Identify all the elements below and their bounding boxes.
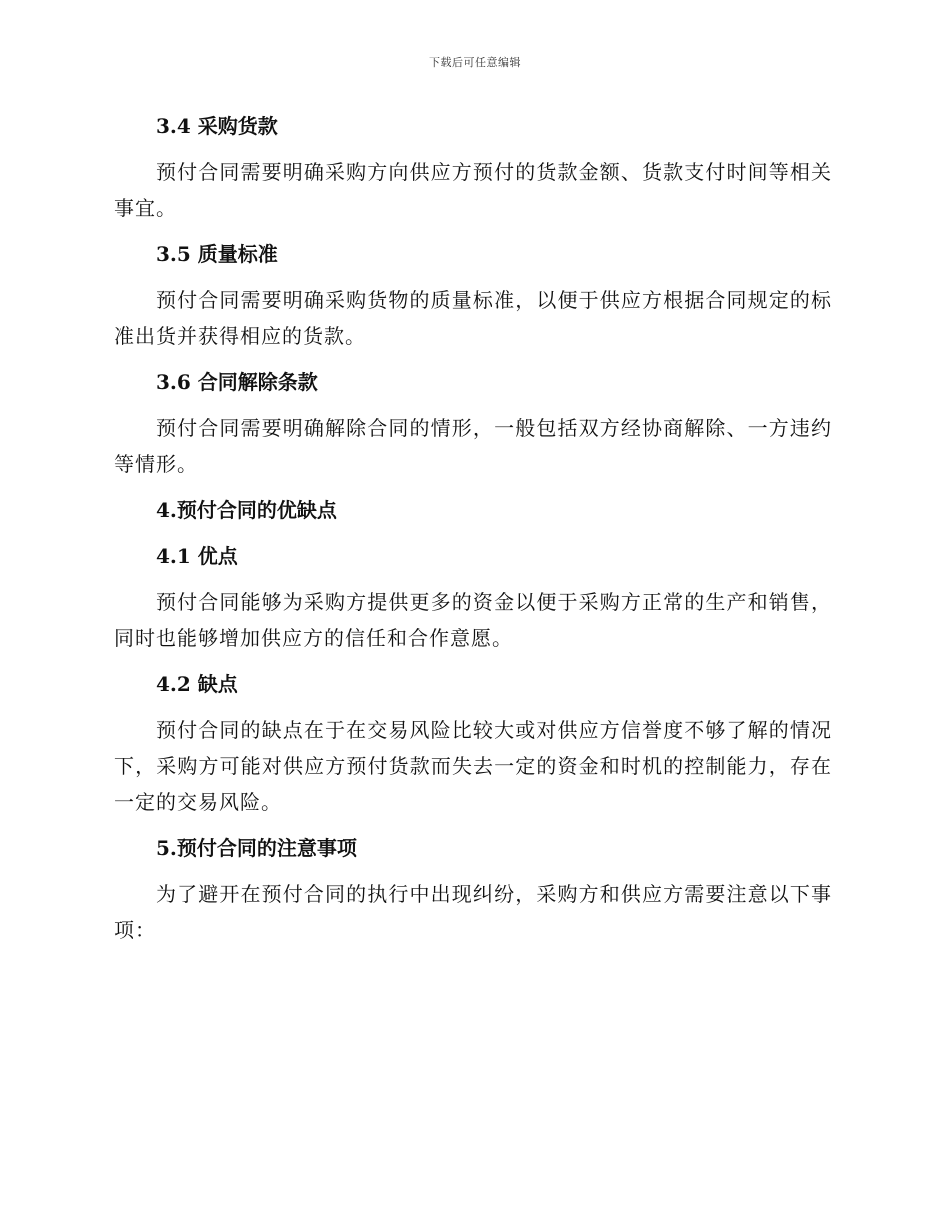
- section-heading-4-1: 4.1 优点: [156, 544, 238, 568]
- section-heading-3-6: 3.6 合同解除条款: [156, 370, 318, 394]
- section-heading-4-2: 4.2 缺点: [156, 672, 238, 696]
- section-paragraph-5: 为了避开在预付合同的执行中出现纠纷，采购方和供应方需要注意以下事项：: [114, 882, 832, 942]
- section-paragraph-3-5: 预付合同需要明确采购货物的质量标准，以便于供应方根据合同规定的标准出货并获得相应的货款。: [114, 288, 832, 348]
- section-paragraph-3-4: 预付合同需要明确采购方向供应方预付的货款金额、货款支付时间等相关事宜。: [114, 160, 832, 220]
- section-paragraph-4-2: 预付合同的缺点在于在交易风险比较大或对供应方信誉度不够了解的情况下，采购方可能对供应方预付货款而失去一定的资金和时机的控制能力，存在一定的交易风险。: [114, 718, 832, 814]
- section-heading-5: 5.预付合同的注意事项: [156, 836, 357, 860]
- section-heading-4: 4.预付合同的优缺点: [156, 498, 337, 522]
- document-body: [114, 108, 832, 948]
- section-heading-3-5: 3.5 质量标准: [156, 242, 278, 266]
- section-paragraph-3-6: 预付合同需要明确解除合同的情形，一般包括双方经协商解除、一方违约等情形。: [114, 416, 832, 476]
- section-paragraph-4-1: 预付合同能够为采购方提供更多的资金以便于采购方正常的生产和销售，同时也能够增加供应方的信任和合作意愿。: [114, 590, 832, 650]
- section-heading-3-4: 3.4 采购货款: [156, 114, 278, 138]
- header-note: 下载后可任意编辑: [429, 56, 521, 69]
